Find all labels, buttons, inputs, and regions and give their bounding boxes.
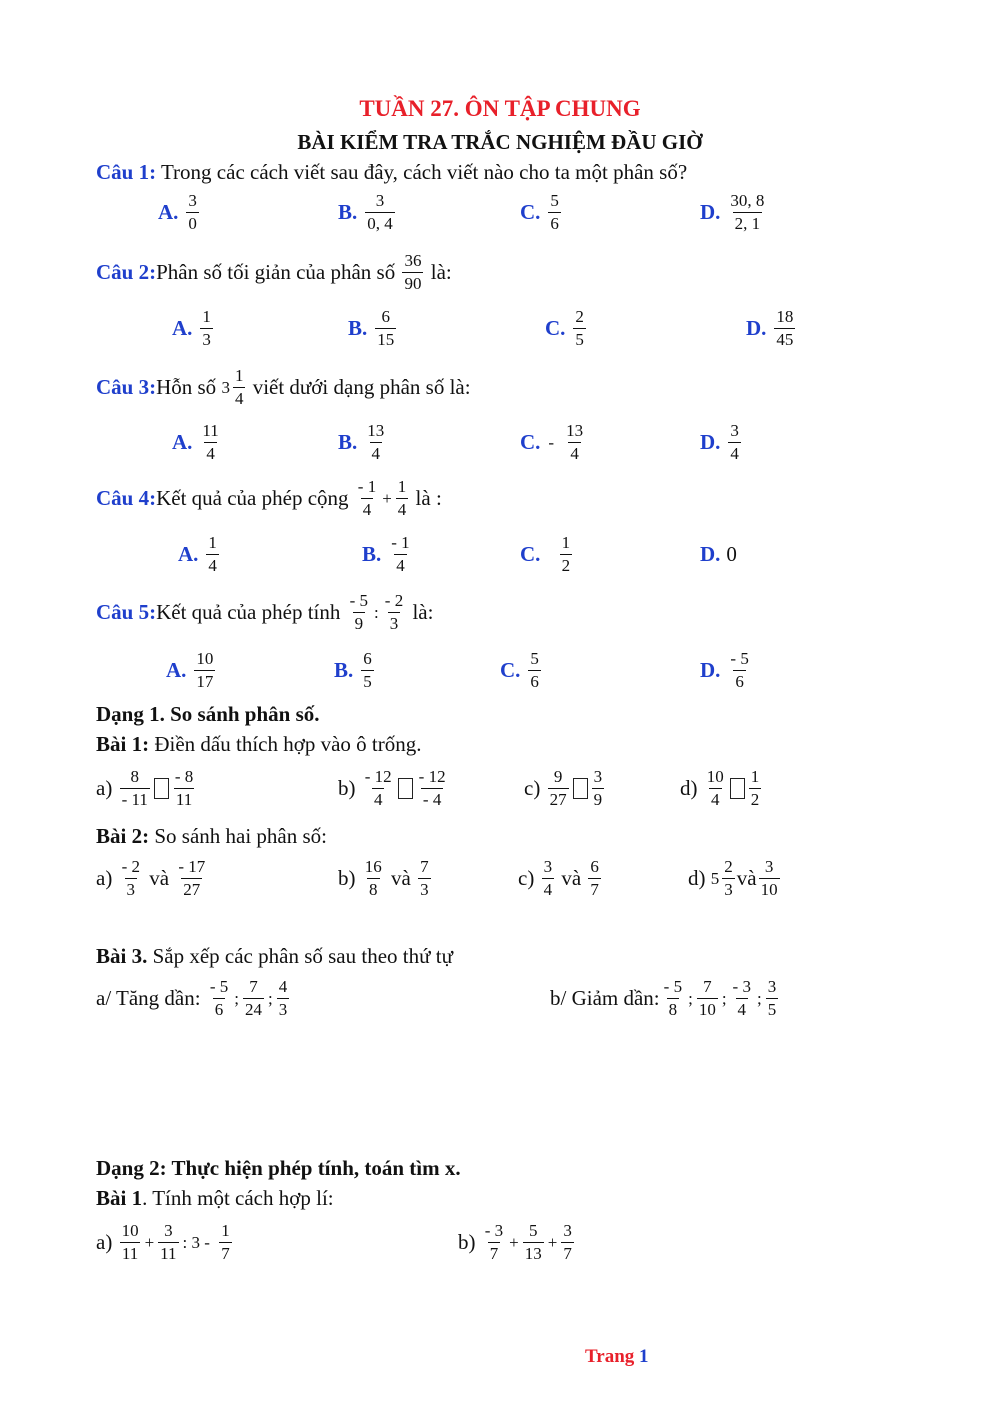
fraction: $\frac{1}{4}$ — [208, 533, 217, 575]
exercise-1-item-b: b) $\frac{- 12}{4}$ $\frac{- 12}{- 4}$ — [338, 767, 446, 809]
question-label: Câu 3: — [96, 375, 157, 399]
option-label: A. — [172, 430, 193, 454]
question-label: Câu 1: — [96, 160, 157, 184]
fraction: $\frac{7}{10}$ — [698, 977, 716, 1019]
option-label: C. — [520, 542, 541, 566]
exercise-text: Sắp xếp các phân số sau theo thứ tự — [147, 944, 453, 968]
divide-sign: : — [374, 602, 379, 622]
fraction: $\frac{1}{2}$ — [561, 533, 571, 575]
fraction: $\frac{6}{15}$ — [377, 307, 395, 349]
q5-option-a[interactable] — [166, 648, 217, 693]
answer-box[interactable] — [398, 778, 413, 799]
mixed-number: 5 $\frac{2}{3}$ — [710, 857, 733, 899]
fraction: $\frac{10}{4}$ — [706, 767, 724, 809]
option-label: A. — [172, 316, 193, 340]
exercise-1-heading — [96, 730, 421, 758]
q3-option-d[interactable] — [700, 420, 743, 465]
exercise-1-item-d: d) $\frac{10}{4}$ $\frac{1}{2}$ — [680, 767, 760, 809]
q2-option-b[interactable] — [348, 306, 398, 351]
fraction: $\frac{3}{9}$ — [593, 767, 603, 809]
dang2-exercise-1-item-a: a) $\frac{10}{11}$ + $\frac{3}{11}$ : 3 - $\frac{1}{7}$ — [96, 1221, 230, 1263]
option-label: A. — [166, 658, 187, 682]
section-heading-dang2: Dạng 2: Thực hiện phép tính, toán tìm x. — [96, 1156, 461, 1180]
question-text: Trong các cách viết sau đây, cách viết nào cho ta một phân số? — [156, 160, 688, 184]
q1-option-d[interactable] — [700, 190, 768, 235]
option-label: D. — [700, 542, 721, 566]
fraction: $\frac{10}{11}$ — [121, 1221, 139, 1263]
option-label: B. — [348, 316, 368, 340]
fraction: $\frac{36}{90}$ — [404, 251, 422, 293]
q1-option-b[interactable] — [338, 190, 397, 235]
fraction: $\frac{- 3}{4}$ — [732, 977, 751, 1019]
minus-sign: - — [548, 432, 555, 452]
exercise-text: Điền dấu thích hợp vào ô trống. — [149, 732, 422, 756]
q3-option-b[interactable] — [338, 420, 388, 465]
option-value: 0 — [726, 542, 737, 566]
question-tail: là: — [412, 600, 434, 624]
fraction: $\frac{13}{4}$ — [367, 421, 385, 463]
option-label: C. — [520, 200, 541, 224]
page-subtitle: BÀI KIỂM TRA TRẮC NGHIỆM ĐẦU GIỜ — [297, 130, 703, 154]
q1-option-c[interactable] — [520, 190, 563, 235]
exercise-text: So sánh hai phân số: — [149, 824, 327, 848]
fraction: $\frac{18}{45}$ — [776, 307, 794, 349]
plus-sign: + — [144, 1232, 155, 1252]
q4-option-a[interactable] — [178, 532, 221, 577]
exercise-1-item-c: c) $\frac{9}{27}$ $\frac{3}{9}$ — [524, 767, 603, 809]
option-label: B. — [362, 542, 382, 566]
fraction: $\frac{- 17}{27}$ — [178, 857, 206, 899]
fraction: $\frac{10}{17}$ — [196, 649, 214, 691]
option-label: D. — [746, 316, 767, 340]
exercise-label: Bài 3. — [96, 944, 148, 968]
q1-option-a[interactable] — [158, 190, 201, 235]
exercise-label: Bài 1 — [96, 1186, 143, 1210]
q3-option-a[interactable] — [172, 420, 223, 465]
exercise-label: Bài 2: — [96, 824, 150, 848]
fraction: $\frac{1}{2}$ — [750, 767, 760, 809]
fraction: $\frac{- 1}{4}$ — [391, 533, 410, 575]
q5-option-b[interactable] — [334, 648, 376, 693]
fraction: $\frac{3}{5}$ — [767, 977, 777, 1019]
exercise-2-item-a: a) $\frac{- 2}{3}$ và $\frac{- 17}{27}$ — [96, 857, 206, 899]
fraction: $\frac{- 5}{8}$ — [663, 977, 683, 1019]
q3-option-c[interactable] — [520, 420, 587, 465]
fraction: $\frac{- 5}{6}$ — [730, 649, 749, 691]
page-label: Trang — [585, 1346, 635, 1367]
fraction: $\frac{6}{7}$ — [590, 857, 599, 899]
option-label: A. — [158, 200, 179, 224]
option-label: D. — [700, 658, 721, 682]
exercise-label: Bài 1: — [96, 732, 150, 756]
fraction: $\frac{- 2}{3}$ — [384, 591, 404, 633]
fraction: $\frac{13}{4}$ — [566, 421, 584, 463]
question-label: Câu 2: — [96, 260, 157, 284]
fraction: $\frac{7}{3}$ — [420, 857, 429, 899]
option-label: B. — [334, 658, 354, 682]
exercise-text: . Tính một cách hợp lí: — [142, 1186, 334, 1210]
fraction: $\frac{- 12}{- 4}$ — [418, 767, 446, 809]
fraction: $\frac{30, 8}{2, 1}$ — [730, 191, 765, 233]
fraction: $\frac{11}{4}$ — [202, 421, 219, 463]
question-label: Câu 4: — [96, 486, 157, 510]
option-label: C. — [500, 658, 521, 682]
answer-box[interactable] — [730, 778, 745, 799]
fraction: $\frac{5}{6}$ — [550, 191, 559, 233]
fraction: $\frac{3}{10}$ — [760, 857, 778, 899]
fraction: $\frac{3}{0, 4}$ — [367, 191, 393, 233]
option-label: C. — [545, 316, 566, 340]
option-label: A. — [178, 542, 199, 566]
exercise-2-item-c: c) $\frac{3}{4}$ và $\frac{6}{7}$ — [518, 857, 599, 899]
fraction: $\frac{- 2}{3}$ — [121, 857, 140, 899]
fraction: $\frac{9}{27}$ — [549, 767, 567, 809]
fraction: $\frac{- 5}{6}$ — [209, 977, 229, 1019]
page-title: TUẦN 27. ÔN TẬP CHUNG — [359, 96, 641, 121]
option-label: B. — [338, 200, 358, 224]
fraction: $\frac{3}{7}$ — [563, 1221, 572, 1263]
question-3 — [96, 365, 471, 410]
question-text: Kết quả của phép cộng — [156, 486, 349, 510]
question-4 — [96, 476, 442, 521]
question-tail: viết dưới dạng phân số là: — [252, 375, 471, 399]
dang2-exercise-1-item-b: b) $\frac{- 3}{7}$ + $\frac{5}{13}$ + $\frac{3}{7}$ — [458, 1221, 572, 1263]
question-5 — [96, 590, 433, 635]
exercise-3-item-a: a/ Tăng dần: $\frac{- 5}{6}$ ; $\frac{7}{24}$ ; $\frac{4}{3}$ — [96, 977, 288, 1019]
fraction: $\frac{5}{6}$ — [530, 649, 539, 691]
question-text: Hỗn số — [156, 375, 217, 399]
question-tail: là: — [430, 260, 452, 284]
option-label: D. — [700, 200, 721, 224]
question-text: Kết quả của phép tính — [156, 600, 341, 624]
fraction: $\frac{8}{- 11}$ — [121, 767, 148, 809]
plus-sign: + — [382, 488, 392, 508]
exercise-3-heading — [96, 942, 453, 970]
exercise-2-item-d: d) 5 $\frac{2}{3}$ và $\frac{3}{10}$ — [688, 857, 778, 899]
question-2 — [96, 250, 452, 295]
answer-box[interactable] — [154, 778, 169, 799]
fraction: $\frac{7}{24}$ — [245, 977, 262, 1019]
exercise-2-item-b: b) $\frac{16}{8}$ và $\frac{7}{3}$ — [338, 857, 429, 899]
answer-box[interactable] — [573, 778, 588, 799]
question-tail: là : — [415, 486, 442, 510]
exercise-1-item-a: a) $\frac{8}{- 11}$ $\frac{- 8}{11}$ — [96, 767, 194, 809]
fraction: $\frac{1}{3}$ — [202, 307, 211, 349]
plus-sign: + — [509, 1232, 519, 1252]
q2-option-d[interactable] — [746, 306, 797, 351]
q4-option-d[interactable] — [700, 542, 737, 567]
fraction: $\frac{3}{0}$ — [188, 191, 197, 233]
q2-option-c[interactable] — [545, 306, 588, 351]
exercise-2-heading — [96, 822, 327, 850]
mixed-number: 3 $\frac{1}{4}$ — [221, 366, 244, 408]
fraction: $\frac{- 5}{9}$ — [349, 591, 369, 633]
fraction: $\frac{- 3}{7}$ — [484, 1221, 504, 1263]
option-label: B. — [338, 430, 358, 454]
q5-option-c[interactable] — [500, 648, 543, 693]
q2-option-a[interactable] — [172, 306, 215, 351]
page-footer — [585, 1346, 649, 1368]
option-label: C. — [520, 430, 541, 454]
fraction: $\frac{3}{4}$ — [730, 421, 739, 463]
fraction: $\frac{4}{3}$ — [278, 977, 288, 1019]
option-label: D. — [700, 430, 721, 454]
q5-option-d[interactable] — [700, 648, 753, 693]
fraction: $\frac{5}{13}$ — [524, 1221, 542, 1263]
fraction: $\frac{2}{5}$ — [575, 307, 584, 349]
fraction: $\frac{- 8}{11}$ — [174, 767, 194, 809]
fraction: $\frac{16}{8}$ — [364, 857, 382, 899]
exercise-3-item-b: b/ Giảm dần: $\frac{- 5}{8}$ ; $\frac{7}{10}$ ; $\frac{- 3}{4}$ ; $\frac{3}{5}$ — [550, 977, 777, 1019]
question-1 — [96, 158, 687, 186]
section-heading-dang1: Dạng 1. So sánh phân số. — [96, 702, 320, 726]
fraction: $\frac{6}{5}$ — [363, 649, 372, 691]
fraction: $\frac{1}{4}$ — [397, 477, 407, 519]
question-text: Phân số tối giản của phân số — [156, 260, 396, 284]
q4-option-b[interactable] — [362, 532, 414, 577]
page-number: 1 — [639, 1346, 649, 1367]
q4-option-c[interactable] — [520, 532, 574, 577]
fraction: $\frac{3}{4}$ — [543, 857, 553, 899]
fraction: $\frac{- 12}{4}$ — [364, 767, 392, 809]
fraction: $\frac{3}{11}$ — [160, 1221, 177, 1263]
dang2-exercise-1-heading — [96, 1184, 334, 1212]
operator: : 3 - — [182, 1232, 210, 1252]
plus-sign: + — [547, 1232, 558, 1252]
fraction: $\frac{- 1}{4}$ — [357, 477, 377, 519]
fraction: $\frac{1}{7}$ — [221, 1221, 230, 1263]
question-label: Câu 5: — [96, 600, 157, 624]
